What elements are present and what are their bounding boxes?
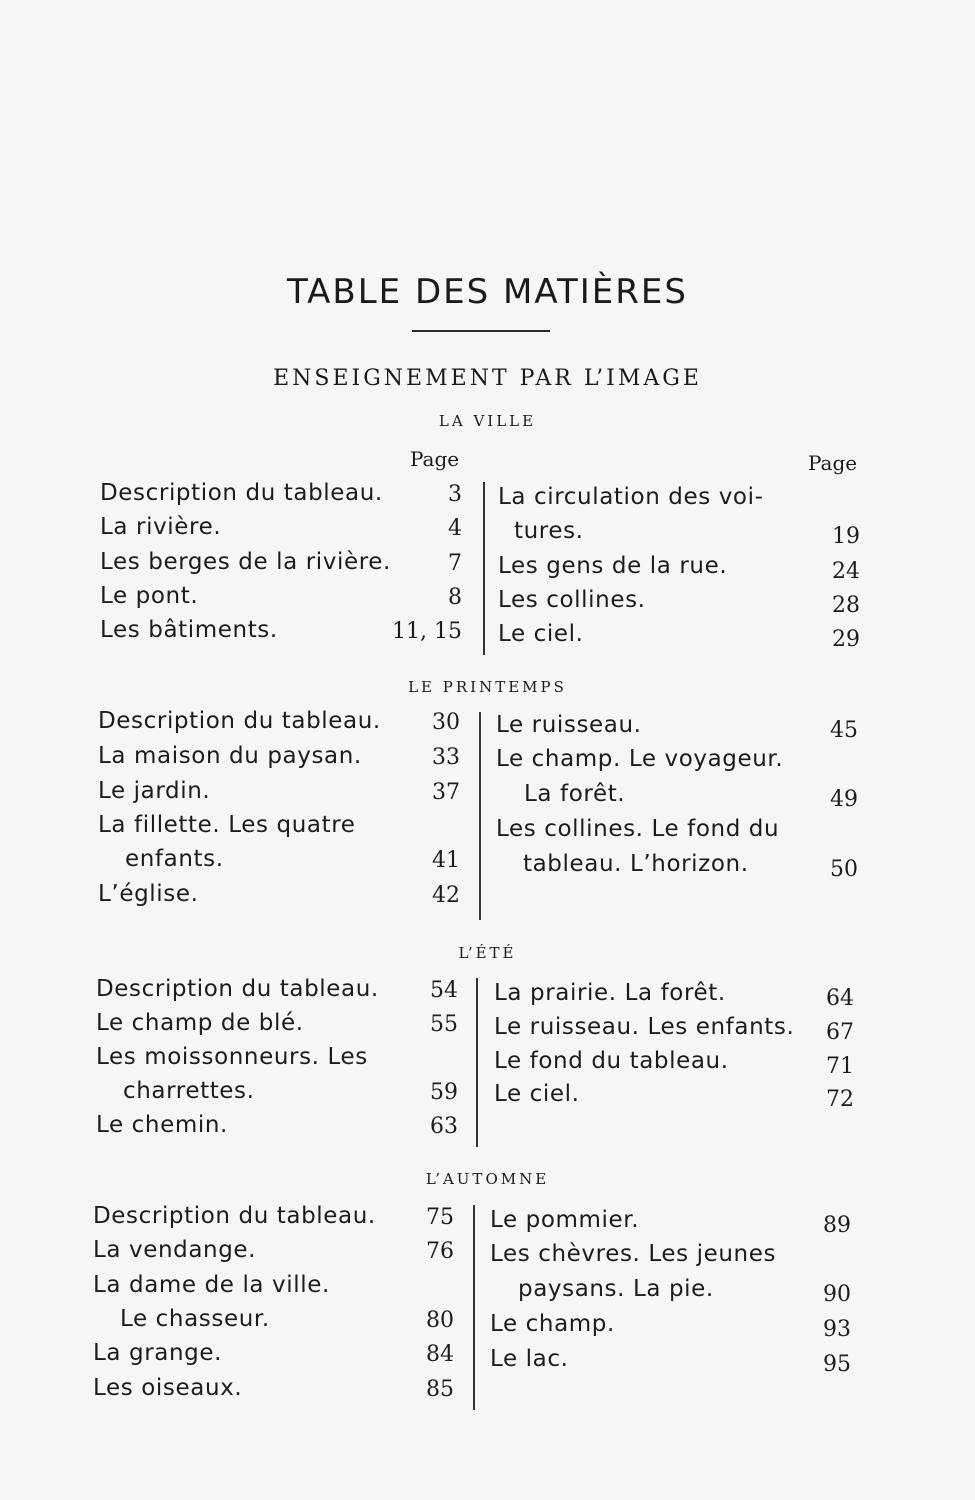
toc-entry-left: La dame de la ville.: [93, 1272, 330, 1298]
toc-entry-right: paysans. La pie.: [518, 1276, 714, 1302]
toc-entry-right: La forêt.: [524, 781, 626, 807]
toc-entry-left: Description du tableau.: [100, 480, 383, 506]
toc-entry-left: Le chemin.: [96, 1112, 228, 1138]
toc-entry-right: Le ciel.: [498, 621, 584, 647]
toc-entry-left: Description du tableau.: [98, 708, 381, 734]
section-heading: LE PRINTEMPS: [408, 678, 567, 696]
toc-entry-right: Le lac.: [490, 1346, 569, 1372]
toc-page-number: 67: [826, 1020, 854, 1045]
toc-page-number: 30: [432, 710, 460, 735]
page-column-label-left: Page: [410, 447, 460, 471]
toc-entry-left: L’église.: [98, 881, 199, 907]
toc-entry-left: Les bâtiments.: [100, 617, 278, 643]
toc-entry-left: La grange.: [93, 1340, 223, 1366]
toc-page-number: 55: [430, 1012, 458, 1037]
toc-entry-right: Le ruisseau. Les enfants.: [494, 1014, 795, 1040]
toc-page-number: 45: [830, 718, 858, 743]
subtitle: ENSEIGNEMENT PAR L’IMAGE: [273, 366, 702, 391]
toc-page-number: 63: [430, 1114, 458, 1139]
toc-page-number: 71: [826, 1054, 854, 1079]
toc-entry-left: Le pont.: [100, 583, 199, 609]
toc-entry-left: Description du tableau.: [93, 1203, 376, 1229]
column-divider: [476, 978, 478, 1147]
toc-page-number: 64: [826, 986, 854, 1011]
toc-entry-right: Le fond du tableau.: [494, 1048, 729, 1074]
section-heading: L’AUTOMNE: [425, 1170, 550, 1188]
toc-entry-right: Le champ.: [490, 1311, 615, 1337]
toc-entry-left: La maison du paysan.: [98, 743, 362, 769]
toc-entry-right: La circulation des voi-: [498, 484, 764, 510]
toc-entry-left: Le jardin.: [98, 778, 211, 804]
toc-page-number: 76: [426, 1239, 454, 1264]
toc-page-number: 7: [448, 551, 462, 576]
toc-page-number: 93: [823, 1317, 851, 1342]
toc-entry-right: tableau. L’horizon.: [523, 851, 749, 877]
toc-entry-right: Le ruisseau.: [496, 712, 642, 738]
toc-entry-right: Les gens de la rue.: [498, 553, 728, 579]
toc-page-number: 29: [832, 627, 860, 652]
toc-entry-right: Le ciel.: [494, 1081, 580, 1107]
title-divider: [412, 330, 550, 332]
section-heading: LA VILLE: [438, 412, 537, 430]
toc-page-number: 24: [832, 559, 860, 584]
page-column-label-right: Page: [808, 451, 858, 475]
column-divider: [483, 482, 485, 655]
toc-page-number: 4: [448, 516, 462, 541]
toc-entry-left: enfants.: [125, 846, 224, 872]
toc-page-number: 80: [426, 1308, 454, 1333]
toc-page-number: 50: [830, 857, 858, 882]
page-title: TABLE DES MATIÈRES: [287, 272, 688, 312]
toc-page-number: 90: [823, 1282, 851, 1307]
toc-page-number: 33: [432, 745, 460, 770]
toc-entry-left: Le champ de blé.: [96, 1010, 304, 1036]
toc-page-number: 59: [430, 1080, 458, 1105]
toc-entry-left: Le chasseur.: [120, 1306, 270, 1332]
toc-page-number: 95: [823, 1352, 851, 1377]
toc-entry-left: La fillette. Les quatre: [98, 812, 356, 838]
toc-entry-right: Les collines. Le fond du: [496, 816, 780, 842]
toc-entry-right: Les chèvres. Les jeunes: [490, 1241, 777, 1267]
toc-page-number: 84: [426, 1342, 454, 1367]
toc-entry-right: Les collines.: [498, 587, 646, 613]
toc-page-number: 3: [448, 482, 462, 507]
toc-page-number: 19: [832, 524, 860, 549]
toc-page-number: 28: [832, 593, 860, 618]
toc-page-number: 42: [432, 883, 460, 908]
toc-entry-right: Le champ. Le voyageur.: [496, 746, 784, 772]
column-divider: [479, 712, 481, 920]
column-divider: [473, 1205, 475, 1410]
toc-page-number: 89: [823, 1213, 851, 1238]
toc-entry-right: Le pommier.: [490, 1207, 640, 1233]
toc-page-number: 8: [448, 585, 462, 610]
section-heading: L’ÉTÉ: [458, 944, 517, 962]
toc-page-number: 41: [432, 848, 460, 873]
toc-page-number: 37: [432, 780, 460, 805]
toc-entry-left: Les moissonneurs. Les: [96, 1044, 368, 1070]
toc-entry-right: tures.: [514, 518, 584, 544]
toc-entry-left: Les berges de la rivière.: [100, 549, 391, 575]
toc-page-number: 75: [426, 1205, 454, 1230]
toc-entry-left: charrettes.: [123, 1078, 255, 1104]
toc-page-number: 54: [430, 978, 458, 1003]
toc-entry-left: La rivière.: [100, 514, 222, 540]
toc-entry-left: Les oiseaux.: [93, 1375, 243, 1401]
toc-entry-left: La vendange.: [93, 1237, 257, 1263]
toc-page-number: 85: [426, 1377, 454, 1402]
toc-page-number: 72: [826, 1087, 854, 1112]
toc-entry-left: Description du tableau.: [96, 976, 379, 1002]
toc-page-number: 11, 15: [392, 619, 462, 644]
toc-page-number: 49: [830, 787, 858, 812]
toc-entry-right: La prairie. La forêt.: [494, 980, 726, 1006]
